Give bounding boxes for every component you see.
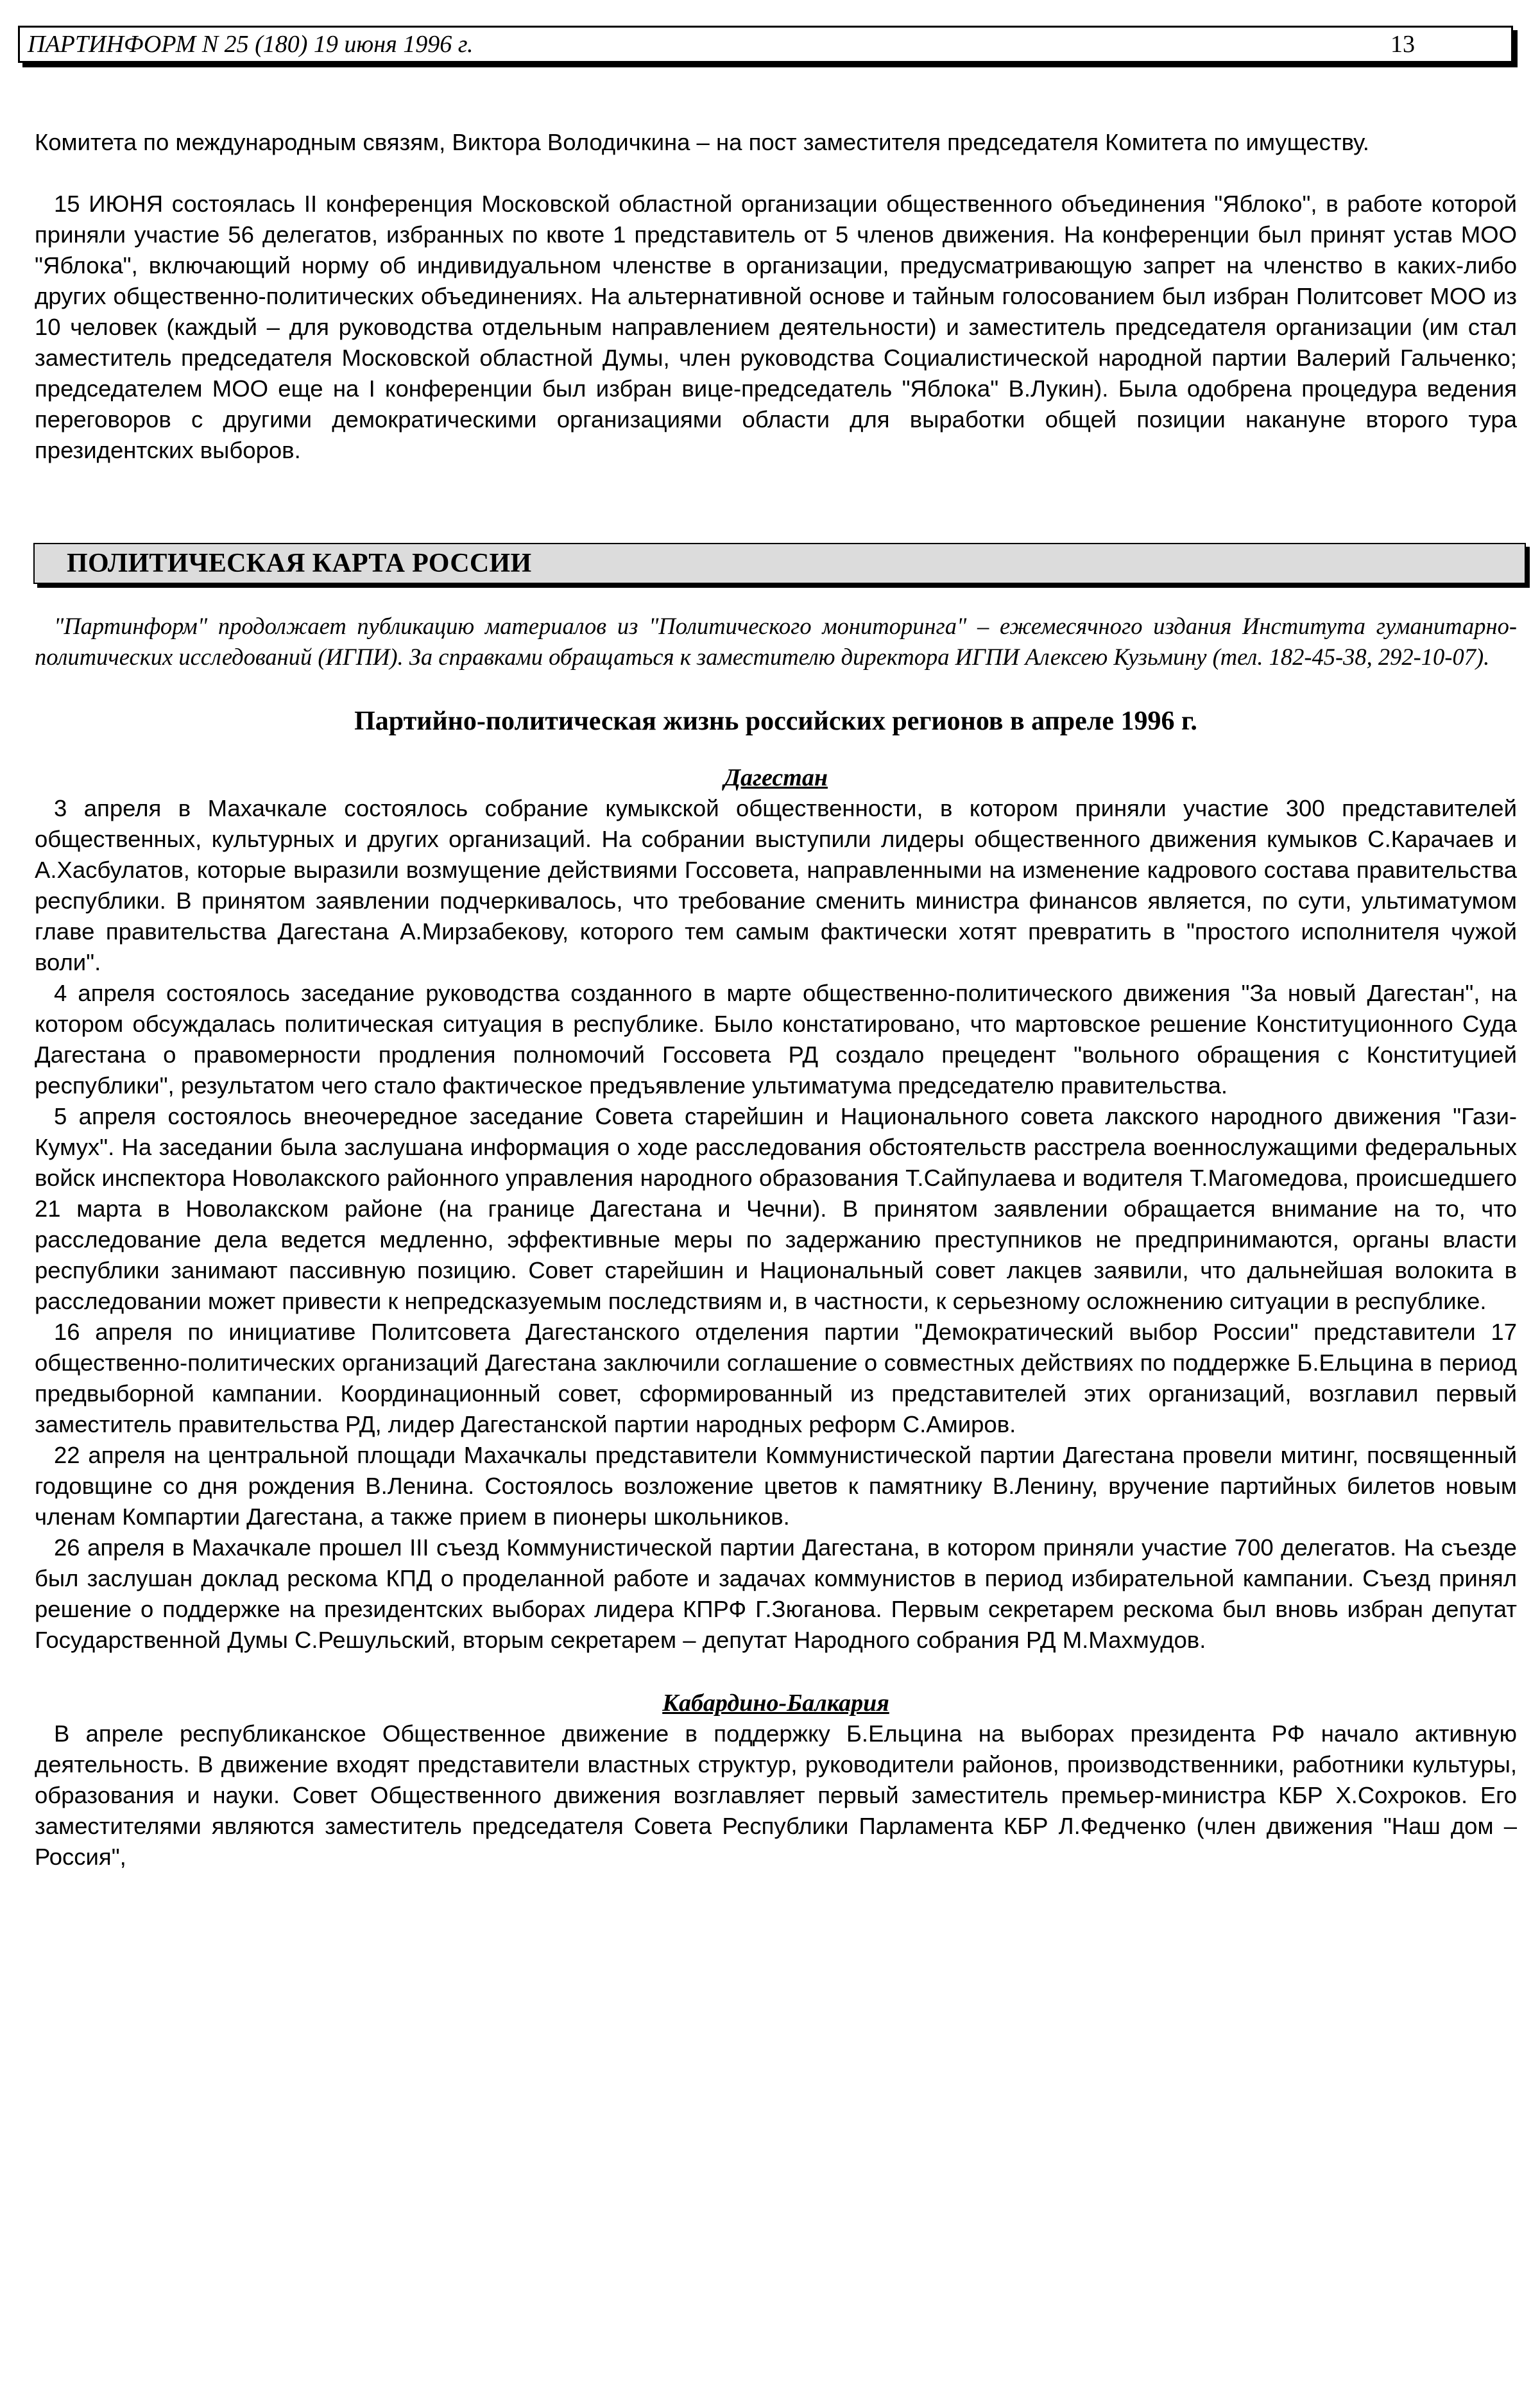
dagestan-paragraph: 26 апреля в Махачкале прошел III съезд Коммунистической партии Дагестана, в котором приняли участие 700 делегатов. На съезде был заслушан доклад рескома КПД о проделанной работе и задачах коммунистов в период избирательной кампании. Съезд принял решение о поддержке на президентских выборах лидера КПРФ Г.Зюганова. Первым секретарем рескома был вновь избран депутат Государственной Думы С.Решульский, вторым секретарем – депутат Народного собрания РД М.Махмудов. — [35, 1534, 1517, 1653]
dagestan-paragraph: 16 апреля по инициативе Политсовета Дагестанского отделения партии "Демократический выбор России" представители 17 общественно-политических организаций Дагестана заключили соглашение о совместных действиях по поддержке Б.Ельцина в период предвыборной кампании. Координационный совет, сформированный из представителей этих организаций, возглавил первый заместитель правительства РД, лидер Дагестанской партии народных реформ С.Амиров. — [35, 1319, 1517, 1437]
dagestan-paragraph: 22 апреля на центральной площади Махачкалы представители Коммунистической партии Дагестана провели митинг, посвященный годовщине со дня рождения В.Ленина. Состоялось возложение цветов к памятнику В.Ленину, вручение партийных билетов новым членам Компартии Дагестана, а также прием в пионеры школьников. — [35, 1442, 1517, 1530]
document-page — [18, 26, 1517, 1872]
publication-title: ПАРТИНФОРМ N 25 (180) 19 июня 1996 г. — [28, 31, 474, 58]
dagestan-paragraph: 3 апреля в Махачкале состоялось собрание кумыкской общественности, в котором приняли участие 300 представителей общественных, культурных и других организаций. На собрании выступили лидеры общественного движения кумыков С.Карачаев и А.Хасбулатов, которые выразили возмущение действиями Госсовета, направленными на изменение кадрового состава правительства республики. В принятом заявлении подчеркивалось, что требование сменить министра финансов является, по сути, ультиматумом главе правительства Дагестана А.Мирзабекову, которого тем самым фактически хотят превратить в "простого исполнителя чужой воли". — [35, 795, 1517, 975]
section-title: ПОЛИТИЧЕСКАЯ КАРТА РОССИИ — [67, 549, 532, 578]
yabloko-paragraph: 15 ИЮНЯ состоялась II конференция Московской областной организации общественного объединения "Яблоко", в работе которой приняли участие 56 делегатов, избранных по квоте 1 представитель от 5 членов движения. На конференции был принят устав МОО "Яблока", включающий норму об индивидуальном членстве в организации, предусматривающую запрет на членство в каких-либо других общественно-политических объединениях. На альтернативной основе и тайным голосованием был избран Политсовет МОО из 10 человек (каждый – для руководства отдельным направлением деятельности) и заместитель председателя организации (им стал заместитель председателя Московской областной Думы, член руководства Социалистической народной партии Валерий Гальченко; председателем МОО еще на I конференции был избран вице-председатель "Яблока" В.Лукин). Была одобрена процедура ведения переговоров с другими демократическими организациями области для выработки общей позиции накануне второго тура президентских выборов. — [35, 191, 1517, 463]
continued-paragraph: Комитета по международным связям, Виктора Володичкина – на пост заместителя председателя Комитета по имуществу. — [35, 129, 1369, 155]
region-heading-dagestan: Дагестан — [724, 764, 828, 791]
region-heading-kbr: Кабардино-Балкария — [662, 1690, 889, 1717]
running-header — [18, 26, 1513, 63]
article-title: Партийно-политическая жизнь российских регионов в апреле 1996 г. — [354, 707, 1197, 736]
page-number: 13 — [1390, 31, 1415, 58]
section-heading — [33, 543, 1526, 584]
section-intro: "Партинформ" продолжает публикацию материалов из "Политического мониторинга" – ежемесячного издания Института гуманитарно-политических исследований (ИГПИ). За справками обращаться к заместителю директора ИГПИ Алексею Кузьмину (тел. 182-45-38, 292-10-07). — [35, 613, 1517, 670]
dagestan-paragraph: 4 апреля состоялось заседание руководства созданного в марте общественно-политического движения "За новый Дагестан", на котором обсуждалась политическая ситуация в республике. Было констатировано, что мартовское решение Конституционного Суда Дагестана о правомерности продления полномочий Госсовета РД создало прецедент "вольного обращения с Конституцией республики", результатом чего стало фактическое предъявление ультиматума председателю правительства. — [35, 980, 1517, 1099]
article-content — [35, 127, 1517, 1872]
dagestan-paragraph: 5 апреля состоялось внеочередное заседание Совета старейшин и Национального совета лакского народного движения "Гази-Кумух". На заседании была заслушана информация о ходе расследования обстоятельств расстрела военнослужащими федеральных войск инспектора Новолакского районного управления народного образования Т.Сайпулаева и водителя Т.Магомедова, происшедшего 21 марта в Новолакском районе (на границе Дагестана и Чечни). В принятом заявлении обращается внимание на то, что расследование дела ведется медленно, эффективные меры по задержанию преступников не предпринимаются, органы власти республики занимают пассивную позицию. Совет старейшин и Национальный совет лакцев заявили, что дальнейшая волокита в расследовании может привести к непредсказуемым последствиям и, в частности, к серьезному осложнению ситуации в республике. — [35, 1103, 1517, 1314]
kbr-paragraph: В апреле республиканское Общественное движение в поддержку Б.Ельцина на выборах президента РФ начало активную деятельность. В движение входят представители властных структур, руководители районов, производственники, работники культуры, образования и науки. Совет Общественного движения возглавляет первый заместитель премьер-министра КБР Х.Сохроков. Его заместителями являются заместитель председателя Совета Республики Парламента КБР Л.Федченко (член движения "Наш дом – Россия", — [35, 1720, 1517, 1870]
